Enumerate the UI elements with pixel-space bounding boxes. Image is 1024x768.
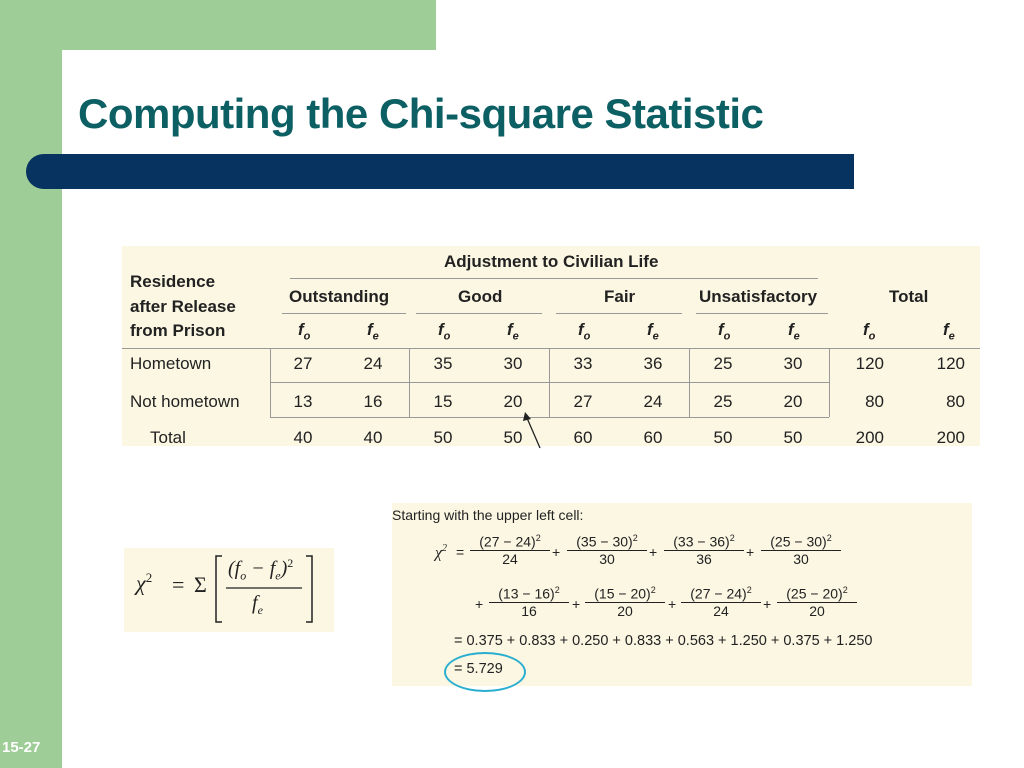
formula-chi: $\chi^2$: [136, 570, 153, 596]
table-cell: 120: [936, 354, 965, 373]
table-cell: 25: [713, 354, 733, 373]
table-cell: 50: [503, 428, 523, 447]
table-cell: 30: [503, 354, 523, 373]
table-cell: 33: [573, 354, 593, 373]
calc-term-values: = 0.375 + 0.833 + 0.250 + 0.833 + 0.563 + 1.250 + 0.375 + 1.250: [454, 633, 873, 649]
col-rule-1: [409, 348, 410, 417]
table-cell: 27: [293, 354, 313, 373]
calc-chi-label: $\chi^2$: [435, 543, 448, 562]
fraction-term: $\frac{(15 - 20)^2}{20}$: [585, 585, 665, 619]
group-total: Total: [889, 287, 929, 306]
subheader-fo-4: $f_o$: [718, 320, 731, 343]
calc-plus: +: [572, 596, 581, 612]
chi-square-formula: [124, 548, 334, 632]
group-outstanding: Outstanding: [289, 287, 390, 306]
table-cell: 27: [573, 392, 593, 411]
fraction-term: $\frac{(13 - 16)^2}{16}$: [489, 585, 569, 619]
formula-sigma: Σ: [194, 572, 207, 597]
table-cell: 40: [363, 428, 383, 447]
col-rule-4: [829, 348, 830, 417]
super-header-rule: [290, 278, 818, 279]
table-cell: 60: [643, 428, 663, 447]
table-cell: 60: [573, 428, 593, 447]
table-header-rule: [122, 348, 980, 349]
table-cell: 13: [293, 392, 313, 411]
row-header-line3: from Prison: [130, 321, 226, 340]
calc-plus: +: [475, 596, 484, 612]
table-cell: 20: [783, 392, 803, 411]
title-underline-bar: [26, 154, 854, 189]
table-cell: 15: [433, 392, 453, 411]
subheader-fe-3: $f_e$: [647, 320, 659, 343]
table-cell: 40: [293, 428, 313, 447]
row-header-line1: Residence: [130, 272, 216, 291]
calc-plus: +: [763, 596, 772, 612]
group-unsatisfactory: Unsatisfactory: [699, 287, 818, 306]
table-cell: 36: [643, 354, 663, 373]
formula-denominator: $f_e$: [252, 592, 263, 617]
group-good: Good: [458, 287, 503, 306]
table-super-header: Adjustment to Civilian Life: [444, 252, 659, 271]
calc-plus: +: [649, 544, 658, 560]
row-label-total: Total: [150, 428, 186, 447]
fraction-term: $\frac{(25 - 30)^2}{30}$: [761, 533, 841, 567]
slide-title: Computing the Chi-square Statistic: [78, 90, 764, 137]
fraction-term: $\frac{(27 - 24)^2}{24}$: [470, 533, 550, 567]
subheader-fo-1: $f_o$: [298, 320, 311, 343]
fraction-term: $\frac{(35 - 30)^2}{30}$: [567, 533, 647, 567]
calc-plus: +: [746, 544, 755, 560]
subheader-fe-2: $f_e$: [507, 320, 519, 343]
table-cell: 24: [363, 354, 383, 373]
table-cell: 120: [855, 354, 884, 373]
table-cell: 25: [713, 392, 733, 411]
group-rule-fair: [556, 313, 682, 314]
table-cell: 50: [713, 428, 733, 447]
calc-plus: +: [668, 596, 677, 612]
group-rule-good: [416, 313, 542, 314]
col-rule-3: [689, 348, 690, 417]
subheader-fo-2: $f_o$: [438, 320, 451, 343]
subheader-fe-4: $f_e$: [788, 320, 800, 343]
table-cell: 20: [503, 392, 523, 411]
subheader-fo-3: $f_o$: [578, 320, 591, 343]
subheader-fo-total: $f_o$: [863, 320, 876, 343]
row-header-line2: after Release: [130, 297, 236, 316]
slide-number: 15-27: [2, 739, 41, 756]
table-cell: 50: [433, 428, 453, 447]
fraction-term: $\frac{(33 - 36)^2}{36}$: [664, 533, 744, 567]
result-highlight-circle: [444, 652, 526, 692]
formula-numerator: $(f_o - f_e)^2$: [228, 556, 294, 583]
table-cell: 200: [855, 428, 884, 447]
formula-equals: =: [172, 572, 185, 597]
top-green-band: [0, 0, 436, 50]
table-cell: 200: [936, 428, 965, 447]
group-rule-outstanding: [282, 313, 406, 314]
col-rule-2: [549, 348, 550, 417]
calc-intro: Starting with the upper left cell:: [392, 507, 584, 523]
left-green-band: [0, 0, 62, 768]
table-cell: 80: [865, 392, 884, 411]
fraction-term: $\frac{(25 - 20)^2}{20}$: [777, 585, 857, 619]
calc-equals-1: =: [456, 544, 465, 560]
table-cell: 35: [433, 354, 453, 373]
contingency-table: [122, 246, 980, 446]
fraction-term: $\frac{(27 - 24)^2}{24}$: [681, 585, 761, 619]
pointer-arrow-icon: [520, 410, 550, 452]
row-label-hometown: Hometown: [130, 354, 212, 373]
table-cell: 50: [783, 428, 803, 447]
calc-plus: +: [552, 544, 561, 560]
calc-result: = 5.729: [454, 661, 503, 677]
table-cell: 16: [363, 392, 383, 411]
table-cell: 24: [643, 392, 663, 411]
group-rule-unsatisfactory: [696, 313, 828, 314]
group-fair: Fair: [604, 287, 636, 306]
subheader-fe-1: $f_e$: [367, 320, 379, 343]
table-cell: 30: [783, 354, 803, 373]
col-rule-0: [270, 348, 271, 417]
table-cell: 80: [946, 392, 965, 411]
row-label-not-hometown: Not hometown: [130, 392, 240, 411]
subheader-fe-total: $f_e$: [943, 320, 955, 343]
